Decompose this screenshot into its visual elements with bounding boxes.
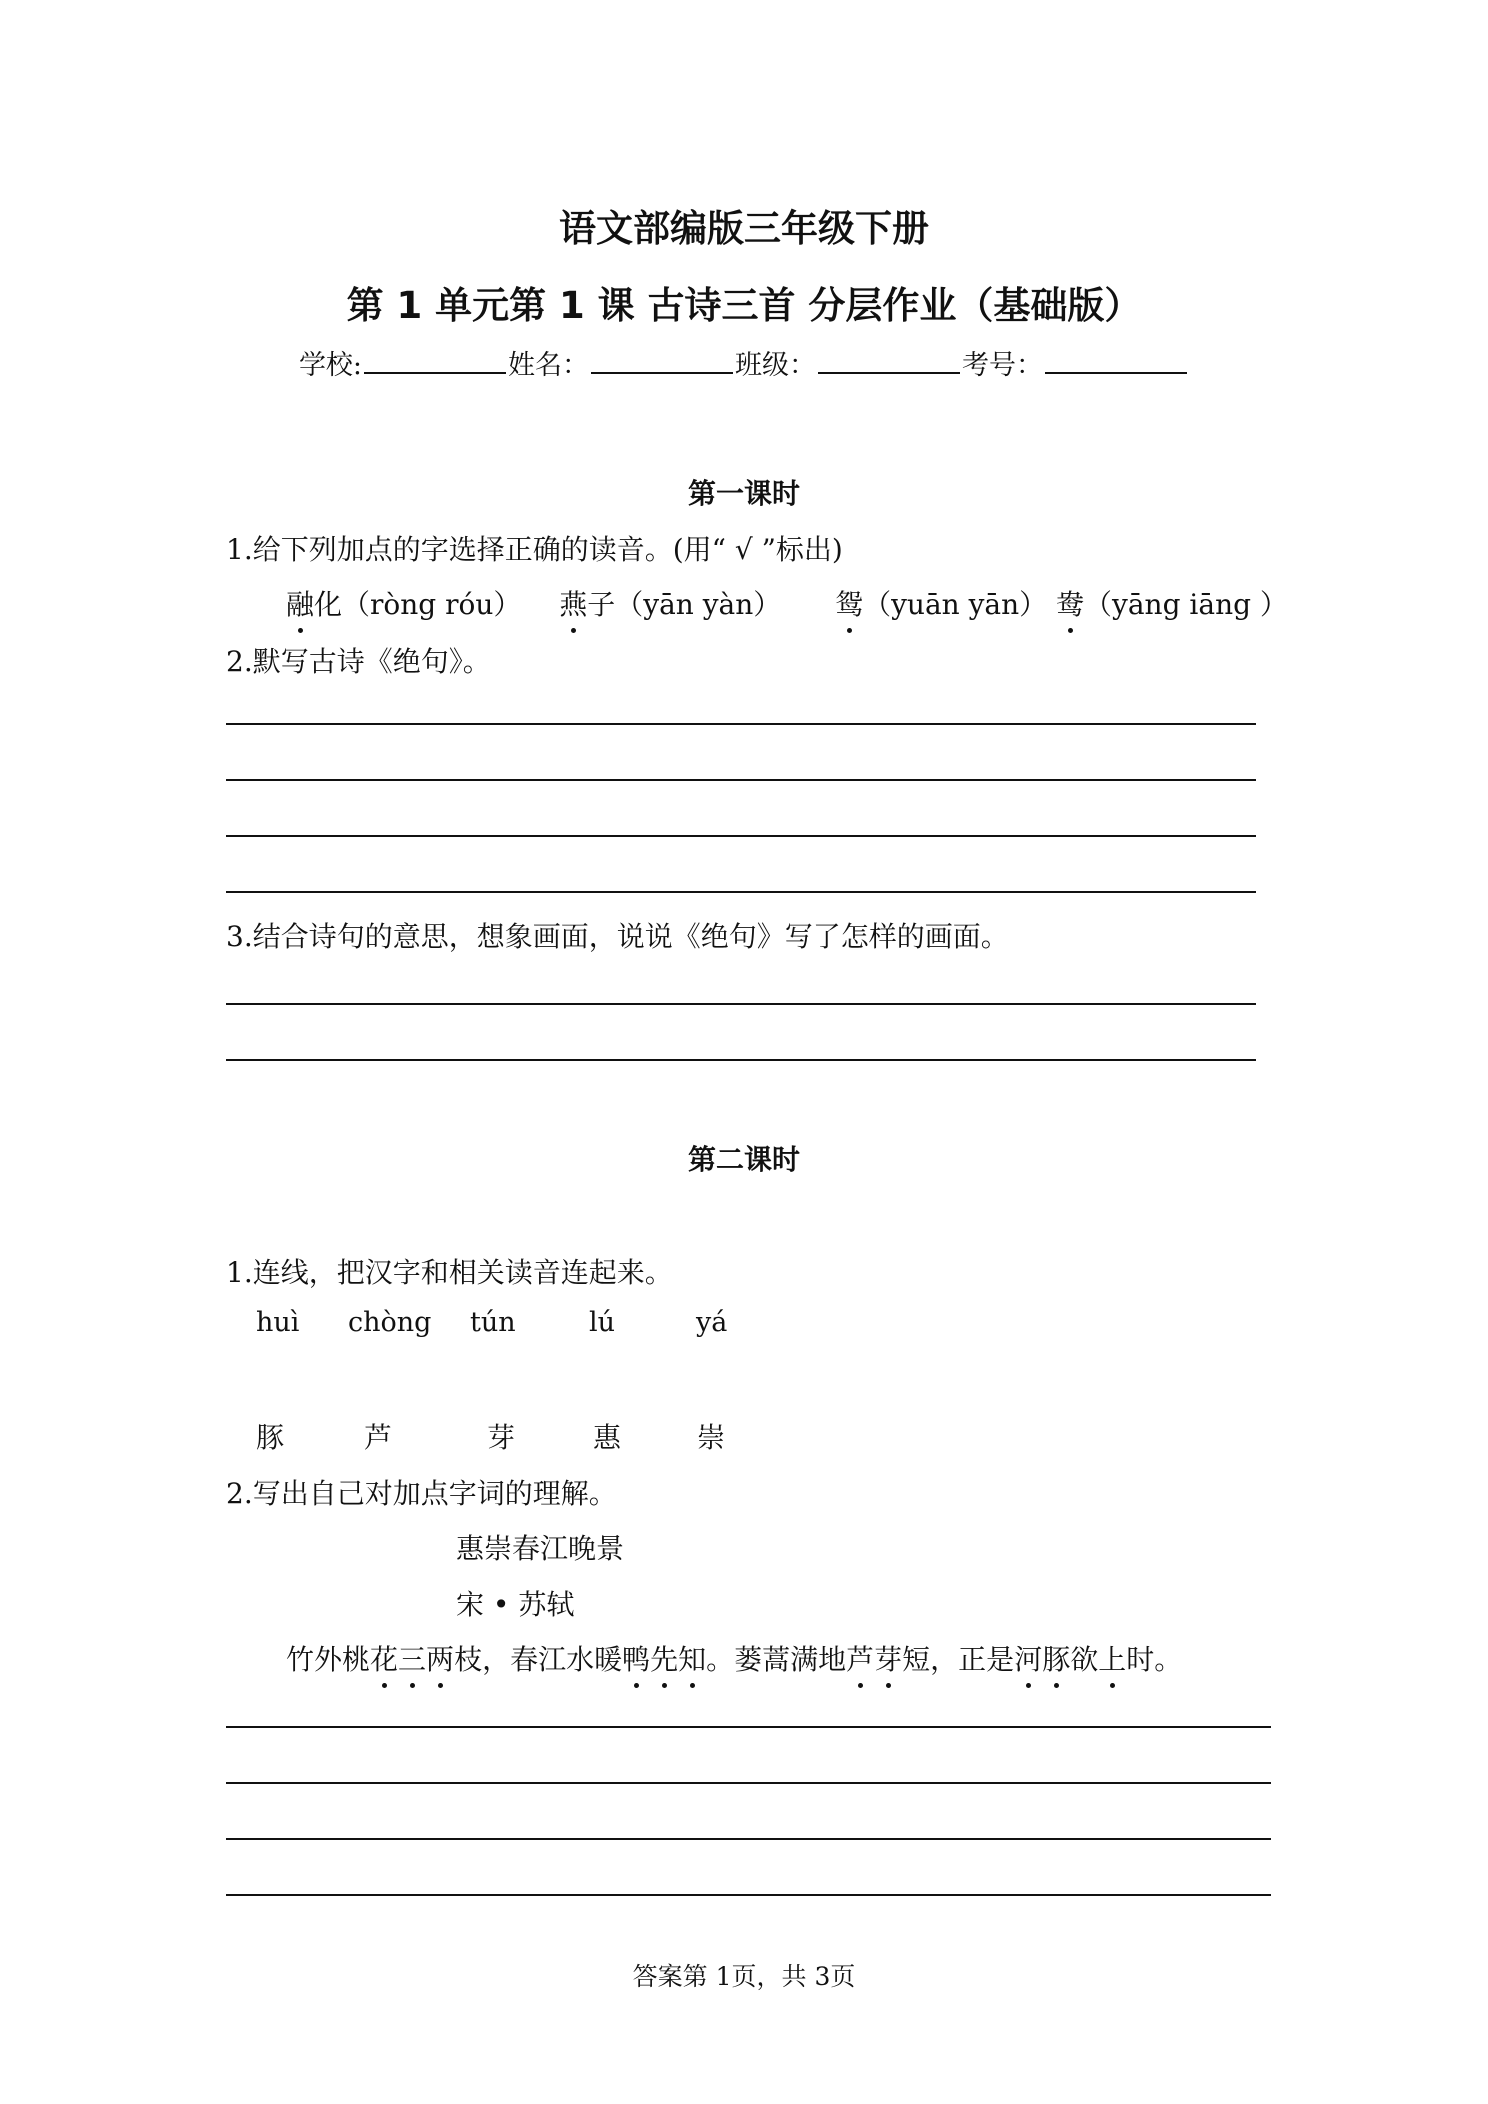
dotted-char: 鸳: [835, 583, 863, 623]
dotted-char: 芽: [874, 1638, 902, 1678]
pinyin-options[interactable]: （yāng iāng ）: [1084, 588, 1288, 621]
answer-line[interactable]: [226, 723, 1256, 725]
dotted-char: 融: [286, 583, 314, 623]
answer-line[interactable]: [226, 835, 1256, 837]
char-item[interactable]: 芦: [364, 1421, 393, 1454]
dotted-char: 河: [1014, 1638, 1042, 1678]
dotted-phrase: [1014, 1643, 1070, 1676]
page-title: 语文部编版三年级下册: [559, 207, 929, 250]
dotted-char: 鸭: [622, 1638, 650, 1678]
dotted-char: 花: [370, 1638, 398, 1678]
lesson2-q2-prompt: 2.写出自己对加点字词的理解。: [226, 1477, 617, 1510]
char-item[interactable]: 惠: [593, 1421, 622, 1454]
answer-line[interactable]: [226, 1782, 1271, 1784]
answer-line[interactable]: [226, 1838, 1271, 1840]
dotted-char: 豚: [1042, 1638, 1070, 1678]
dotted-char: 知: [678, 1638, 706, 1678]
student-info-row: [0, 343, 1488, 382]
dotted-char: 三: [398, 1638, 426, 1678]
lesson1-q3-prompt: 3.结合诗句的意思，想象画面，说说《绝句》写了怎样的画面。: [226, 920, 1009, 953]
dotted-char: 燕: [559, 583, 587, 623]
item-4: [1056, 588, 1288, 621]
char-item[interactable]: 崇: [697, 1421, 726, 1454]
char-item[interactable]: 豚: [256, 1421, 285, 1454]
dotted-phrase: [846, 1643, 902, 1676]
school-field[interactable]: [364, 346, 506, 374]
poem-author: 宋 • 苏轼: [456, 1588, 575, 1621]
pinyin-options[interactable]: （yān yàn）: [615, 588, 782, 621]
lesson1-q1-items: [286, 583, 1288, 623]
dotted-char: 芦: [846, 1638, 874, 1678]
pinyin-item[interactable]: huì: [256, 1307, 300, 1338]
pinyin-item[interactable]: tún: [470, 1307, 516, 1338]
pinyin-options[interactable]: （ròng róu）: [342, 588, 522, 621]
poem-text: 竹外桃花三两枝，春江水暖鸭先知。蒌蒿满地芦芽短，正是河豚欲上时。: [286, 1638, 1182, 1678]
answer-line[interactable]: [226, 1003, 1256, 1005]
answer-line[interactable]: [226, 1894, 1271, 1896]
dotted-phrase: [622, 1643, 706, 1676]
lesson1-q2-prompt: 2.默写古诗《绝句》。: [226, 645, 491, 678]
poem-title: 惠崇春江晚景: [456, 1532, 625, 1565]
class-label: 班级：: [735, 350, 817, 381]
pinyin-item[interactable]: lú: [589, 1307, 616, 1338]
dotted-phrase: 上: [1098, 1638, 1126, 1678]
pinyin-item[interactable]: chòng: [348, 1307, 432, 1338]
answer-line[interactable]: [226, 779, 1256, 781]
page-footer: 答案第 1页，共 3页: [632, 1962, 856, 1991]
lesson1-q1-prompt: 1.给下列加点的字选择正确的读音。(用“ √ ”标出): [226, 533, 843, 566]
item-2: 燕子（yān yàn）: [559, 588, 781, 621]
item-3: [835, 588, 1047, 621]
dotted-phrase: [370, 1643, 454, 1676]
lesson1-heading: 第一课时: [687, 477, 800, 510]
school-label: 学校:: [298, 350, 363, 381]
dotted-char: 先: [650, 1638, 678, 1678]
dotted-char: 鸯: [1056, 583, 1084, 623]
item-1: 融化（ròng róu）: [286, 588, 521, 621]
exam-number-field[interactable]: [1045, 346, 1187, 374]
char-item[interactable]: 芽: [487, 1421, 516, 1454]
pinyin-item[interactable]: yá: [696, 1307, 728, 1338]
answer-line[interactable]: [226, 1059, 1256, 1061]
pinyin-options[interactable]: （yuān yān）: [863, 588, 1048, 621]
page-subtitle: 第 1 单元第 1 课 古诗三首 分层作业（基础版）: [346, 284, 1142, 327]
name-field[interactable]: [591, 346, 733, 374]
dotted-char: 两: [426, 1638, 454, 1678]
answer-line[interactable]: [226, 1726, 1271, 1728]
name-label: 姓名：: [508, 350, 590, 381]
answer-line[interactable]: [226, 891, 1256, 893]
class-field[interactable]: [818, 346, 960, 374]
lesson2-heading: 第二课时: [687, 1143, 800, 1176]
exam-number-label: 考号：: [962, 350, 1044, 381]
lesson2-q1-prompt: 1.连线，把汉字和相关读音连起来。: [226, 1256, 673, 1289]
